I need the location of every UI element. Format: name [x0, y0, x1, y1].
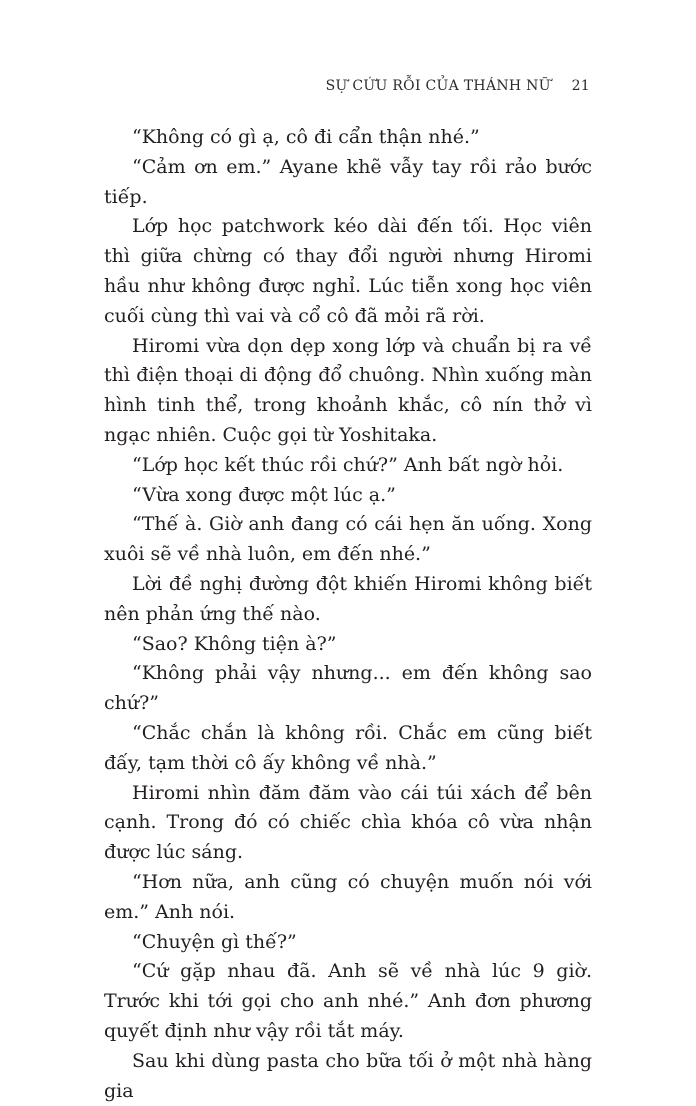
paragraph: “Không có gì ạ, cô đi cẩn thận nhé.”	[132, 126, 480, 148]
paragraph: “Sao? Không tiện à?”	[132, 632, 337, 655]
paragraph: “Không phải vậy nhưng... em đến không sao chứ?”	[104, 662, 592, 715]
paragraph: Sau khi dùng pasta cho bữa tối ở một nhà hàng gia	[104, 1049, 592, 1102]
book-title: SỰ CỨU RỖI CỦA THÁNH NỮ	[325, 78, 551, 94]
paragraph: “Thế à. Giờ anh đang có cái hẹn ăn uống. Xong xuôi sẽ về nhà luôn, em đến nhé.”	[104, 513, 592, 566]
body-text	[104, 123, 592, 1106]
paragraph: “Chuyện gì thế?”	[132, 930, 297, 953]
paragraph: “Lớp học kết thúc rồi chứ?” Anh bất ngờ hỏi.	[132, 453, 564, 476]
running-header	[326, 78, 590, 94]
paragraph: “Cảm ơn em.” Ayane khẽ vẫy tay rồi rảo bước tiếp.	[104, 155, 592, 208]
paragraph: “Cứ gặp nhau đã. Anh sẽ về nhà lúc 9 giờ. Trước khi tới gọi cho anh nhé.” Anh đơn phương quyết định như vậy rồi tắt máy.	[104, 960, 592, 1042]
paragraph: “Vừa xong được một lúc ạ.”	[132, 483, 396, 506]
paragraph: “Hơn nữa, anh cũng có chuyện muốn nói với em.” Anh nói.	[104, 870, 592, 923]
paragraph: “Chắc chắn là không rồi. Chắc em cũng biết đấy, tạm thời cô ấy không về nhà.”	[104, 721, 592, 774]
page-number: 21	[571, 78, 590, 94]
paragraph: Hiromi vừa dọn dẹp xong lớp và chuẩn bị ra về thì điện thoại di động đổ chuông. Nhìn xuống màn hình tinh thể, trong khoảnh khắc, cô nín thở vì ngạc nhiên. Cuộc gọi từ Yoshitaka.	[104, 334, 592, 446]
paragraph: Lớp học patchwork kéo dài đến tối. Học viên thì giữa chừng có thay đổi người nhưng Hiromi hầu như không được nghỉ. Lúc tiễn xong học viên cuối cùng thì vai và cổ cô đã mỏi rã rời.	[104, 215, 592, 327]
paragraph: Hiromi nhìn đăm đăm vào cái túi xách để bên cạnh. Trong đó có chiếc chìa khóa cô vừa nhận được lúc sáng.	[104, 781, 592, 864]
paragraph: Lời đề nghị đường đột khiến Hiromi không biết nên phản ứng thế nào.	[104, 572, 592, 625]
